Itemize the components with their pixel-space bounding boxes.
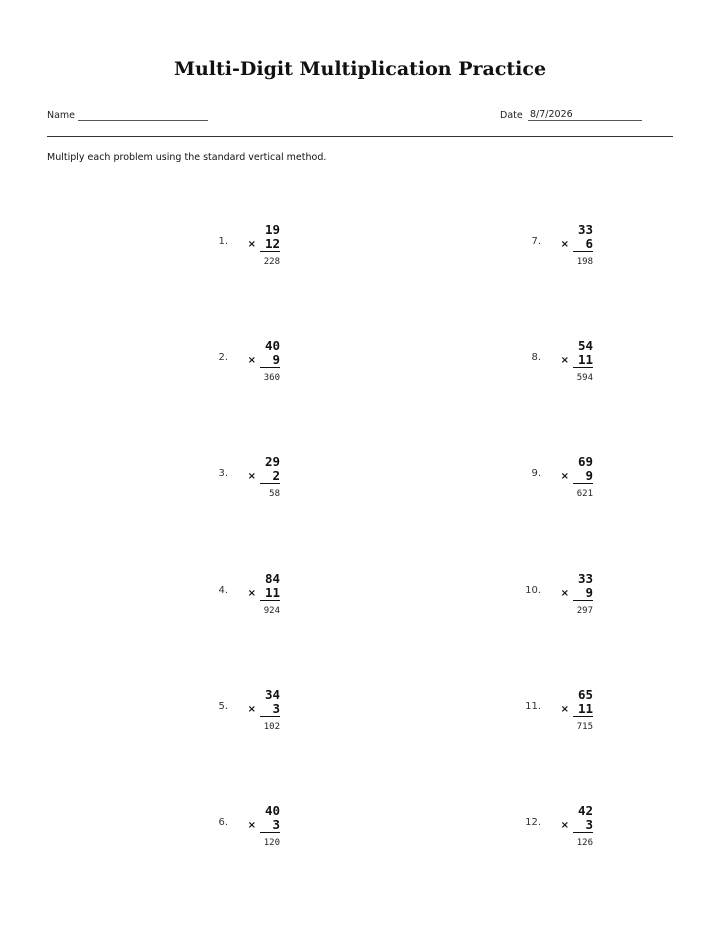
worksheet-title: Multi-Digit Multiplication Practice [173, 58, 547, 80]
multiplicand: 33 [577, 222, 593, 237]
multiplicand: 34 [264, 687, 280, 702]
times-sign: × [560, 588, 569, 599]
times-sign: × [247, 239, 256, 250]
instructions: Multiply each problem using the standard vertical method. [47, 152, 327, 163]
multiplicand: 84 [264, 571, 280, 586]
times-sign: × [247, 471, 256, 482]
problem-1 [190, 222, 280, 282]
answer: 58 [269, 489, 280, 499]
problem-11 [503, 687, 593, 747]
problem-12 [503, 803, 593, 863]
multiplier: 11 [260, 586, 280, 601]
multiplier: 11 [573, 353, 593, 368]
multiplicand: 40 [264, 803, 280, 818]
problem-4 [190, 571, 280, 631]
problem-number: 3. [218, 468, 228, 479]
answer: 120 [263, 838, 280, 848]
name-label: Name [47, 110, 76, 121]
date-field[interactable] [528, 120, 642, 121]
multiplicand: 69 [577, 454, 593, 469]
multiplier: 9 [573, 586, 593, 601]
problem-2 [190, 338, 280, 398]
date-label: Date [500, 110, 523, 121]
problem-number: 10. [525, 585, 541, 596]
problem-number: 4. [218, 585, 228, 596]
times-sign: × [247, 588, 256, 599]
answer: 126 [576, 838, 593, 848]
answer: 621 [576, 489, 593, 499]
times-sign: × [247, 355, 256, 366]
problem-10 [503, 571, 593, 631]
problem-3 [190, 454, 280, 514]
times-sign: × [560, 239, 569, 250]
multiplier: 3 [573, 818, 593, 833]
problem-6 [190, 803, 280, 863]
multiplicand: 40 [264, 338, 280, 353]
problem-number: 2. [218, 352, 228, 363]
name-field[interactable] [78, 120, 208, 121]
problem-number: 8. [531, 352, 541, 363]
multiplier: 9 [260, 353, 280, 368]
multiplier: 2 [260, 469, 280, 484]
multiplicand: 65 [577, 687, 593, 702]
answer: 102 [263, 722, 280, 732]
problem-8 [503, 338, 593, 398]
multiplier: 9 [573, 469, 593, 484]
times-sign: × [560, 355, 569, 366]
header-divider [47, 136, 673, 137]
problem-number: 1. [218, 236, 228, 247]
times-sign: × [247, 820, 256, 831]
times-sign: × [560, 471, 569, 482]
problem-number: 9. [531, 468, 541, 479]
multiplier: 3 [260, 818, 280, 833]
multiplicand: 54 [577, 338, 593, 353]
answer: 228 [263, 257, 280, 267]
date-value: 8/7/2026 [530, 109, 573, 120]
problem-number: 7. [531, 236, 541, 247]
problem-number: 12. [525, 817, 541, 828]
problem-number: 6. [218, 817, 228, 828]
answer: 715 [576, 722, 593, 732]
problem-5 [190, 687, 280, 747]
multiplicand: 33 [577, 571, 593, 586]
multiplier: 6 [573, 237, 593, 252]
problem-number: 5. [218, 701, 228, 712]
times-sign: × [560, 820, 569, 831]
problem-9 [503, 454, 593, 514]
answer: 924 [263, 606, 280, 616]
answer: 594 [576, 373, 593, 383]
multiplier: 11 [573, 702, 593, 717]
answer: 198 [576, 257, 593, 267]
problem-number: 11. [525, 701, 541, 712]
multiplicand: 29 [264, 454, 280, 469]
multiplicand: 19 [264, 222, 280, 237]
times-sign: × [247, 704, 256, 715]
multiplier: 12 [260, 237, 280, 252]
answer: 297 [576, 606, 593, 616]
multiplicand: 42 [577, 803, 593, 818]
times-sign: × [560, 704, 569, 715]
problem-7 [503, 222, 593, 282]
answer: 360 [263, 373, 280, 383]
multiplier: 3 [260, 702, 280, 717]
